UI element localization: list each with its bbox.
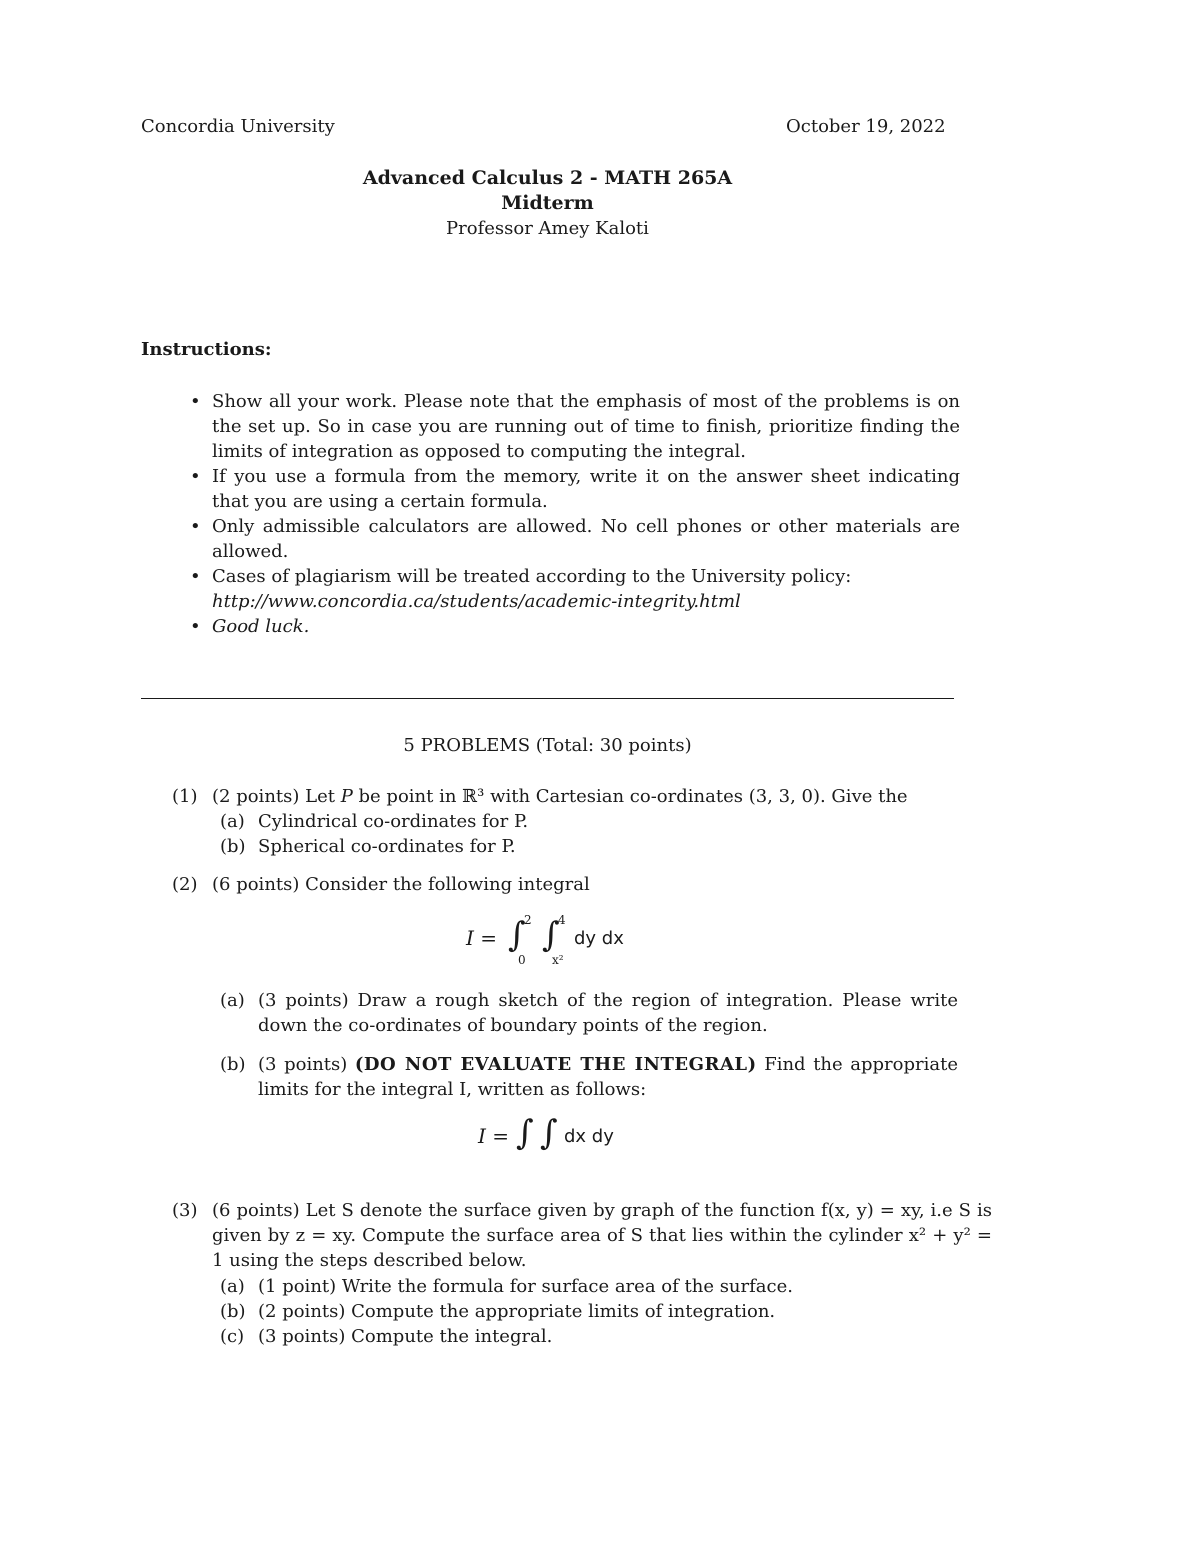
bullet-icon: • xyxy=(190,566,201,587)
subproblem-label: (b) xyxy=(220,1301,246,1322)
bullet-icon: • xyxy=(190,616,201,637)
instructions-list xyxy=(190,389,960,639)
bullet-icon: • xyxy=(190,391,201,412)
formula-lhs: I = xyxy=(466,926,498,950)
subproblem-label: (a) xyxy=(220,990,245,1011)
problem-2 xyxy=(172,872,962,1172)
policy-link[interactable]: http://www.concordia.ca/students/academic-integrity.html xyxy=(212,591,741,612)
subproblem-label: (b) xyxy=(220,836,246,857)
problem-1 xyxy=(172,784,962,864)
instruction-item xyxy=(190,514,960,564)
integral-sign-icon: ∫ xyxy=(542,915,560,955)
emphasis-text: (DO NOT EVALUATE THE INTEGRAL) xyxy=(354,1054,757,1075)
integral-formula-1 xyxy=(466,908,666,968)
university-name: Concordia University xyxy=(141,116,335,137)
problem-number: (1) xyxy=(172,786,198,807)
section-divider xyxy=(141,698,954,699)
subproblem-text: Spherical co-ordinates for P. xyxy=(258,836,516,857)
instruction-text: Only admissible calculators are allowed. No cell phones or other materials are allowed. xyxy=(212,516,960,562)
instructions-heading: Instructions: xyxy=(141,339,272,360)
integral-sign-icon: ∫ xyxy=(540,1113,558,1153)
problem-text-part: be point in ℝ³ with Cartesian co-ordinates (3, 3, 0). Give the xyxy=(352,786,908,807)
problem-text: (6 points) Consider the following integral xyxy=(212,874,590,895)
exam-date: October 19, 2022 xyxy=(786,116,946,137)
instruction-item xyxy=(190,614,960,639)
subproblem-text-part: (3 points) xyxy=(258,1054,355,1075)
course-title: Advanced Calculus 2 - MATH 265A xyxy=(362,167,733,189)
formula-differentials: dy dx xyxy=(574,928,624,949)
subproblem-text: (3 points) Draw a rough sketch of the region of integration. Please write down the co-ordinates of boundary points of the region. xyxy=(258,990,958,1036)
instruction-item xyxy=(190,389,960,464)
subproblem-text: (3 points) Compute the integral. xyxy=(258,1326,553,1347)
integral-sign-icon: ∫ xyxy=(508,915,526,955)
subproblem-label: (a) xyxy=(220,811,245,832)
instruction-text: Good luck. xyxy=(212,616,310,637)
subproblem-label: (b) xyxy=(220,1054,246,1075)
subproblem-text: (1 point) Write the formula for surface area of the surface. xyxy=(258,1276,793,1297)
subproblem-text: (2 points) Compute the appropriate limits of integration. xyxy=(258,1301,776,1322)
problem-text xyxy=(212,784,954,809)
inner-upper-limit: 4 xyxy=(558,913,566,927)
inner-lower-limit: x² xyxy=(552,953,564,967)
integral-sign-icon: ∫ xyxy=(516,1113,534,1153)
math-variable: P xyxy=(340,786,353,807)
problem-text: (6 points) Let S denote the surface given by graph of the function f(x, y) = xy, i.e S is given by z = xy. Compute the surface area of S that lies within the cylinder x² + y² = 1 using the steps described below. xyxy=(212,1200,992,1271)
problem-3 xyxy=(172,1198,992,1358)
subproblem-text-part: Find the appropriate limits for the integral I, written as follows: xyxy=(258,1054,958,1100)
subproblem-text xyxy=(258,1052,958,1102)
instruction-item xyxy=(190,564,960,614)
problem-number: (2) xyxy=(172,874,198,895)
problem-number: (3) xyxy=(172,1200,198,1221)
formula-lhs: I = xyxy=(478,1124,510,1148)
bullet-icon: • xyxy=(190,466,201,487)
subproblem-label: (a) xyxy=(220,1276,245,1297)
subproblem-label: (c) xyxy=(220,1326,245,1347)
formula-differentials: dx dy xyxy=(564,1126,614,1147)
instruction-text: Cases of plagiarism will be treated according to the University policy: xyxy=(212,566,852,587)
problems-heading: 5 PROBLEMS (Total: 30 points) xyxy=(403,735,692,756)
integral-formula-2 xyxy=(478,1108,678,1164)
outer-upper-limit: 2 xyxy=(524,913,532,927)
bullet-icon: • xyxy=(190,516,201,537)
instruction-text: Show all your work. Please note that the emphasis of most of the problems is on the set up. So in case you are running out of time to finish, prioritize finding the limits of integration as opposed to computing the integral. xyxy=(212,391,960,462)
exam-type: Midterm xyxy=(501,192,594,214)
instruction-item xyxy=(190,464,960,514)
outer-lower-limit: 0 xyxy=(518,953,526,967)
professor-name: Professor Amey Kaloti xyxy=(446,218,649,239)
instruction-text: If you use a formula from the memory, write it on the answer sheet indicating that you are using a certain formula. xyxy=(212,466,960,512)
problem-text-part: (2 points) Let xyxy=(212,786,341,807)
subproblem-text: Cylindrical co-ordinates for P. xyxy=(258,811,529,832)
